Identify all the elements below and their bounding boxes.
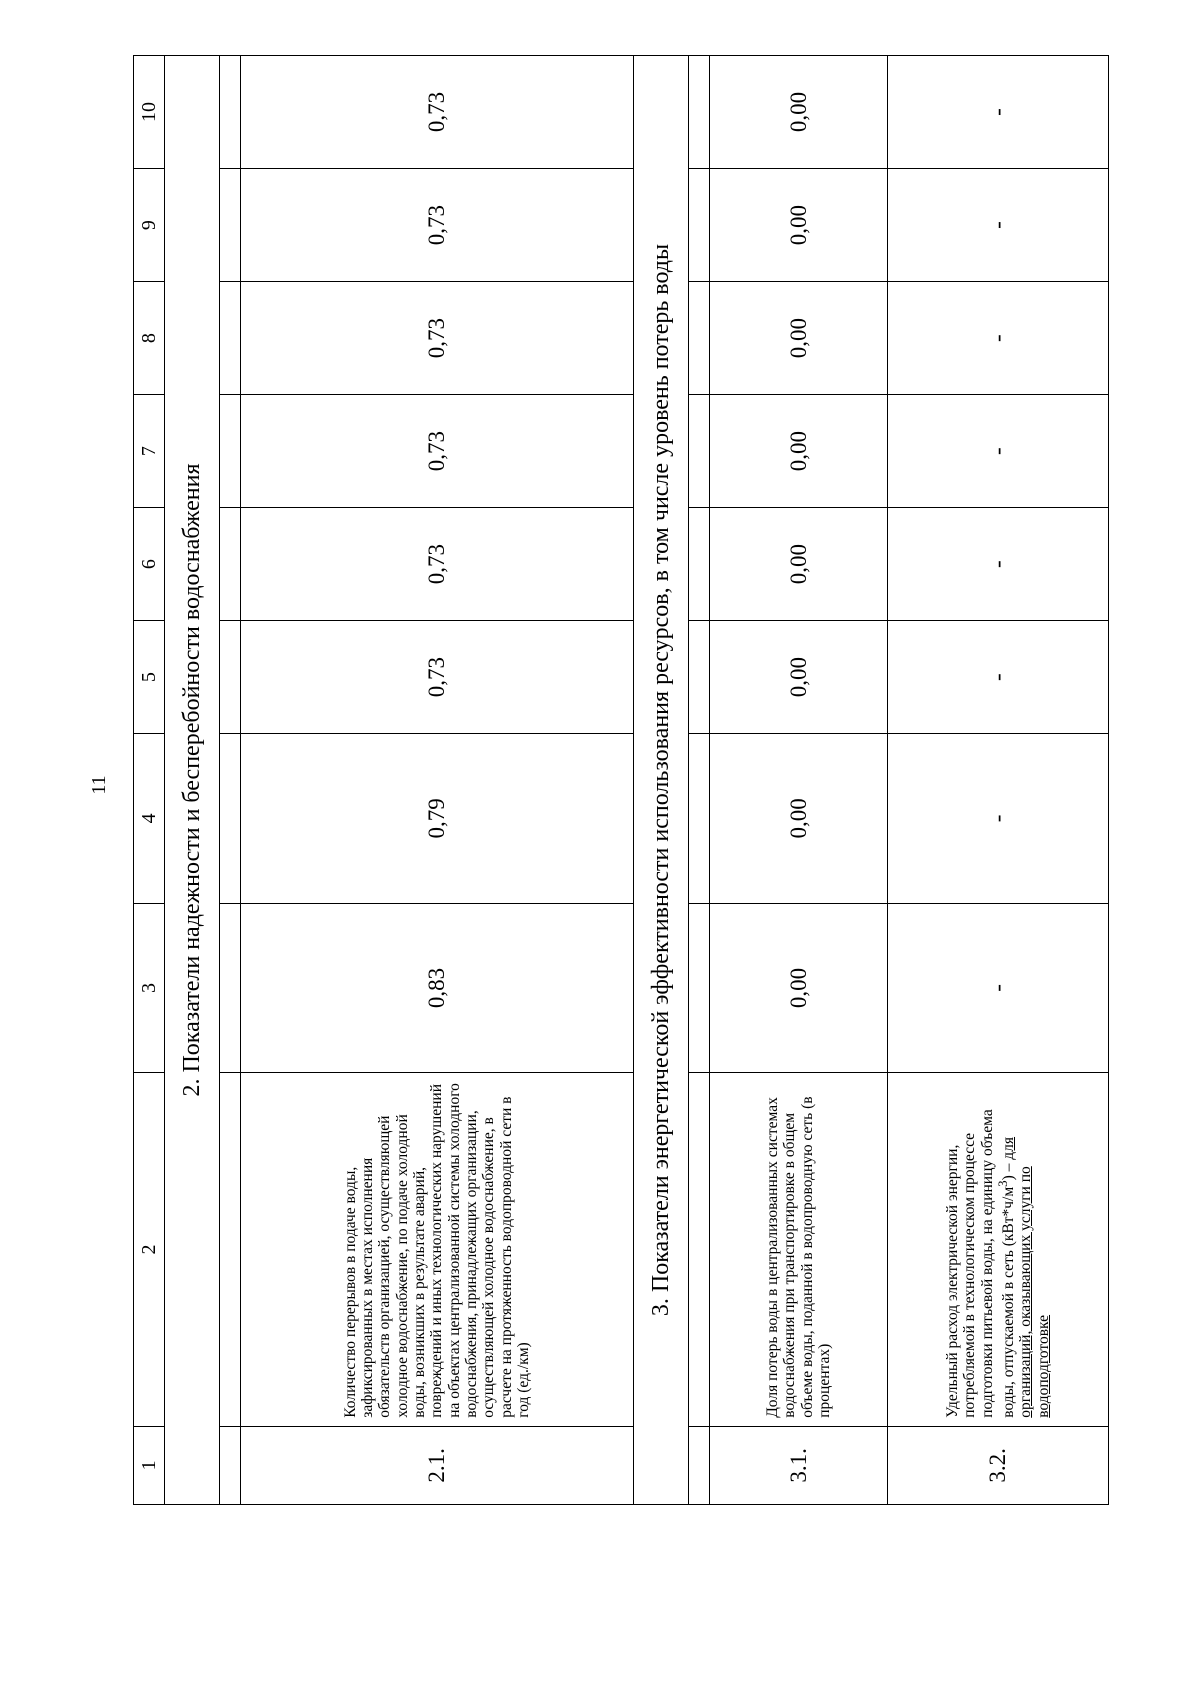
table-row [241,56,634,1505]
empty-cell [689,508,710,621]
section-header-row [634,56,689,1505]
row-description: Количество перерывов в подаче воды, зафиксированных в местах исполнения обязательств организацией, осуществляющей холодное водоснабжение, по подаче холодной воды, возникших в результате аварий, повреждений и иных технологических нарушений на объектах централизованной системы холодного водоснабжения, принадлежащих организации, осуществляющей холодное водоснабжение, в расчете на протяженность водопроводной сети в год (ед./км) [241,1073,634,1427]
description-text-continued: ) – [1000,1159,1018,1181]
row-description: Доля потерь воды в централизованных системах водоснабжения при транспортировке в общем объеме воды, поданной в водопроводную сеть (в процентах) [710,1073,888,1427]
empty-cell [220,508,241,621]
empty-cell [220,903,241,1073]
value-cell: - [888,169,1109,282]
column-header: 2 [134,1073,165,1427]
empty-cell [689,734,710,904]
value-cell: 0,83 [241,903,634,1073]
empty-cell [220,1073,241,1427]
column-header: 4 [134,734,165,904]
empty-cell [220,56,241,169]
value-cell: 0,79 [241,734,634,904]
column-header: 1 [134,1426,165,1504]
value-cell: - [888,56,1109,169]
description-text: Удельный расход электрической энергии, потребляемой в технологическом процессе подготовки питьевой воды, на единицу объема воды, отпускаемой в сеть (кВт*ч/м [943,1109,1018,1418]
column-header: 9 [134,169,165,282]
value-cell: - [888,734,1109,904]
column-header: 3 [134,903,165,1073]
value-cell: 0,73 [241,508,634,621]
empty-cell [689,56,710,169]
section-title: 3. Показатели энергетической эффективности использования ресурсов, в том числе уровень потерь воды [634,56,689,1505]
page-number: 11 [87,775,110,795]
value-cell: 0,73 [241,169,634,282]
empty-cell [220,621,241,734]
value-cell: 0,00 [710,621,888,734]
value-cell: - [888,282,1109,395]
empty-cell [220,395,241,508]
unit-superscript: 3 [994,1180,1010,1187]
row-number: 2.1. [241,1426,634,1504]
empty-cell [689,282,710,395]
row-number: 3.2. [888,1426,1109,1504]
value-cell: 0,00 [710,395,888,508]
value-cell: 0,73 [241,56,634,169]
column-header: 10 [134,56,165,169]
description-underlined-text: для организаций, оказывающих услуги по водоподготовке [1000,1136,1052,1418]
row-description [888,1073,1109,1427]
value-cell: 0,73 [241,395,634,508]
spacer-row [689,56,710,1505]
column-header: 6 [134,508,165,621]
table-row [710,56,888,1505]
indicators-table [133,55,1109,1505]
rotated-table-wrapper [133,55,1052,1505]
section-header-row [165,56,220,1505]
value-cell: - [888,395,1109,508]
value-cell: - [888,508,1109,621]
empty-cell [689,1073,710,1427]
empty-cell [220,1426,241,1504]
empty-cell [220,734,241,904]
empty-cell [689,1426,710,1504]
value-cell: 0,73 [241,621,634,734]
value-cell: 0,00 [710,56,888,169]
value-cell: 0,00 [710,734,888,904]
table-row [888,56,1109,1505]
empty-cell [220,282,241,395]
column-header: 8 [134,282,165,395]
row-number: 3.1. [710,1426,888,1504]
value-cell: - [888,903,1109,1073]
empty-cell [689,621,710,734]
spacer-row [220,56,241,1505]
value-cell: 0,00 [710,169,888,282]
section-title: 2. Показатели надежности и бесперебойности водоснабжения [165,56,220,1505]
empty-cell [689,169,710,282]
value-cell: 0,00 [710,508,888,621]
value-cell: 0,00 [710,903,888,1073]
value-cell: - [888,621,1109,734]
value-cell: 0,73 [241,282,634,395]
empty-cell [220,169,241,282]
empty-cell [689,395,710,508]
value-cell: 0,00 [710,282,888,395]
column-header: 5 [134,621,165,734]
empty-cell [689,903,710,1073]
column-header: 7 [134,395,165,508]
column-number-row [134,56,165,1505]
